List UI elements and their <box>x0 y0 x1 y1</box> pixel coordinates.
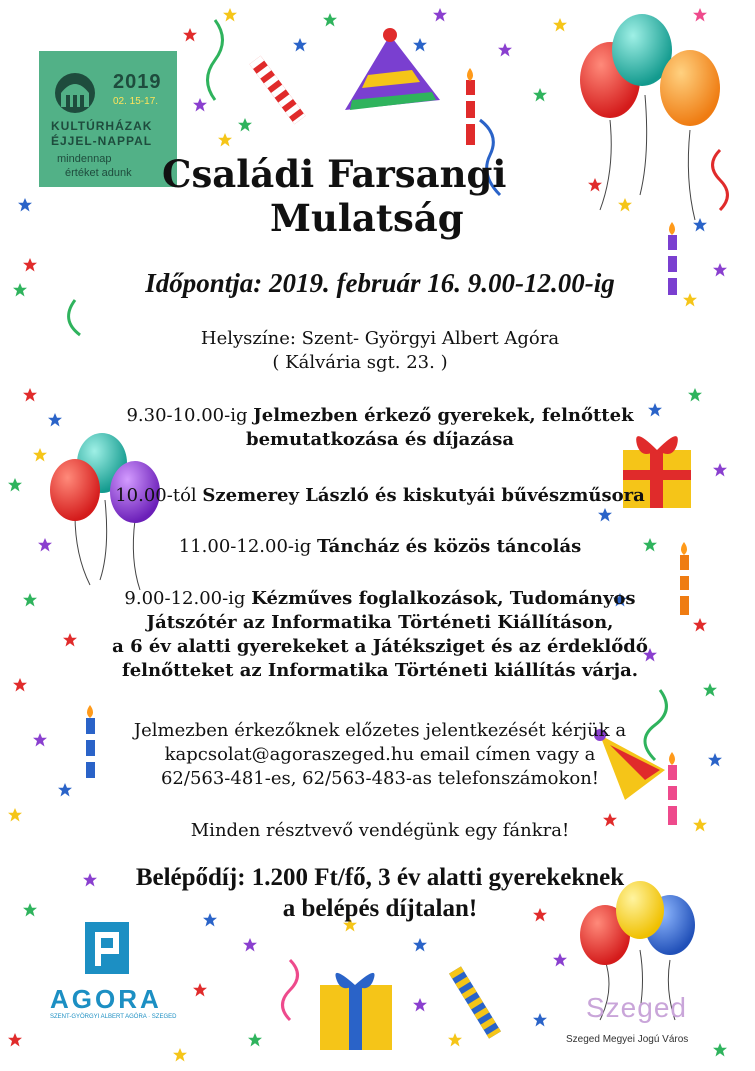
venue <box>40 327 720 375</box>
program-text-3: Táncház és közös táncolás <box>317 536 582 557</box>
program-text-1a: Jelmezben érkező gyerekek, felnőttek <box>253 405 634 426</box>
program-item-4 <box>40 587 720 683</box>
program-item-2 <box>30 484 730 508</box>
logo-slogan-1: mindennap <box>57 153 112 165</box>
registration-phone-line: 62/563-481-es, 62/563-483-as telefonszámokon! <box>160 768 600 789</box>
program-text-4b: Játszótér az Informatika Történeti Kiállításon, <box>146 612 614 633</box>
program-time-2: 10.00-tól <box>115 485 197 506</box>
event-time: Időpontja: 2019. február 16. 9.00-12.00-ig <box>145 268 615 298</box>
building-dome-icon <box>51 71 99 115</box>
program-text-1b: bemutatkozása és díjazása <box>245 429 515 450</box>
logo-year: 2019 <box>113 71 162 93</box>
registration-email-line: kapcsolat@agoraszeged.hu email címen vagy a <box>164 744 596 765</box>
title-line-2: Mulatság <box>270 196 464 240</box>
program-text-4c: a 6 év alatti gyerekeket a Játéksziget és az érdeklődő <box>112 636 648 657</box>
entry-fee <box>40 862 720 924</box>
logo-slogan-2: értéket adunk <box>65 167 132 179</box>
program-time-1: 9.30-10.00-ig <box>126 405 248 426</box>
entry-fee-line-2: a belépés díjtalan! <box>282 895 478 922</box>
title-line-1: Családi Farsangi <box>162 152 507 196</box>
logo-line-1: KULTÚRHÁZAK <box>51 119 153 133</box>
logo-line-2: ÉJJEL-NAPPAL <box>51 134 153 148</box>
program-text-2: Szemerey László és kiskutyái bűvészműsora <box>202 485 645 506</box>
program-time-4: 9.00-12.00-ig <box>124 588 246 609</box>
venue-line-1: Helyszíne: Szent- Györgyi Albert Agóra <box>200 328 560 349</box>
szeged-logo-text: Szeged <box>586 992 687 1023</box>
agora-logo-icon <box>85 922 129 974</box>
szeged-logo-subtitle: Szeged Megyei Jogú Város <box>566 1034 689 1045</box>
entry-fee-line-1: Belépődíj: 1.200 Ft/fő, 3 év alatti gyerekeknek <box>135 864 625 891</box>
venue-line-2: ( Kálvária sgt. 23. ) <box>272 352 448 373</box>
agora-logo-text: AGORA <box>50 984 162 1014</box>
logo-dates: 02. 15-17. <box>113 96 159 107</box>
program-item-3 <box>40 535 720 559</box>
registration-info <box>40 719 720 791</box>
program-text-4d: felnőtteket az Informatika Történeti kiállítás várja. <box>121 660 639 681</box>
program-item-1 <box>40 404 720 452</box>
agora-logo-subtitle: SZENT-GYÖRGYI ALBERT AGÓRA · SZEGED <box>50 1014 177 1020</box>
page-title <box>150 152 630 240</box>
program-time-3: 11.00-12.00-ig <box>178 536 312 557</box>
balloon-icons-left <box>50 433 160 590</box>
program-text-4a: Kézműves foglalkozások, Tudományos <box>251 588 636 609</box>
registration-line-1: Jelmezben érkezőknek előzetes jelentkezését kérjük a <box>133 720 627 741</box>
donut-note: Minden résztvevő vendégünk egy fánkra! <box>190 820 570 841</box>
